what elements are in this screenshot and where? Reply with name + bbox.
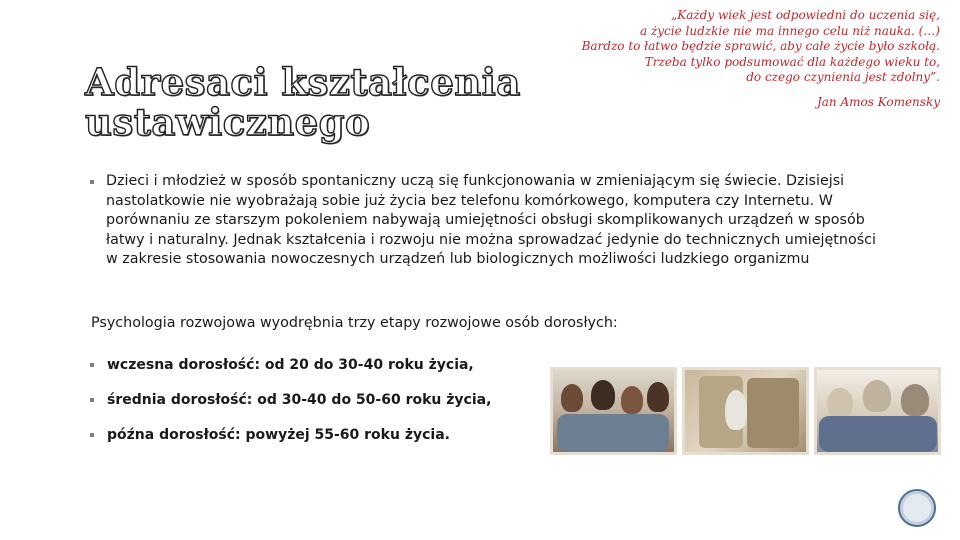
square-bullet-icon bbox=[90, 363, 94, 367]
photo-figure bbox=[725, 390, 747, 430]
psychology-text: Psychologia rozwojowa wyodrębnia trzy etapy rozwojowe osób dorosłych: bbox=[91, 315, 618, 331]
photo-figure bbox=[827, 388, 853, 418]
main-bullet-text: Dzieci i młodzież w sposób spontaniczny uczą się funkcjonowania w zmieniającym się świecie. Dzisiejsi nastolatkowie nie wyobrażają sobie już życia bez telefonu komórkowego, komputera czy Internetu. W porównaniu ze starszym pokoleniem nabywają umiejętności obsługi skomplikowanych urządzeń w sposób łatwy i naturalny. Jednak kształcenia i rozwoju nie można sprowadzać jedynie do technicznych umiejętności w zakresie stosowania nowoczesnych urządzeń lub biologicznych możliwości ludzkiego organizmu bbox=[106, 173, 876, 267]
stage-late-adulthood: późna dorosłość: powyżej 55-60 roku życia. bbox=[107, 426, 450, 443]
slide-title: Adresaci kształcenia ustawicznego bbox=[85, 60, 521, 144]
photo-figure bbox=[591, 380, 615, 410]
list-item bbox=[90, 382, 550, 417]
photo-workshop bbox=[682, 367, 809, 455]
square-bullet-icon bbox=[90, 433, 94, 437]
photo-figure bbox=[819, 416, 937, 452]
photo-young-learners bbox=[550, 367, 677, 455]
quote-author: Jan Amos Komensky bbox=[816, 94, 940, 109]
quote-line: do czego czynienia jest zdolny”. bbox=[746, 70, 940, 84]
photo-figure bbox=[901, 384, 929, 416]
photo-figure bbox=[647, 382, 669, 412]
quote-line: „Każdy wiek jest odpowiedni do uczenia się, bbox=[671, 8, 940, 22]
photo-figure bbox=[561, 384, 583, 412]
komensky-quote bbox=[540, 8, 940, 110]
photo-figure bbox=[747, 378, 799, 448]
quote-line: Bardzo to łatwo będzie sprawić, aby całe życie było szkołą. bbox=[581, 39, 940, 53]
main-bullet bbox=[90, 172, 880, 270]
stage-middle-adulthood: średnia dorosłość: od 30-40 do 50-60 roku życia, bbox=[107, 391, 492, 408]
photo-seniors bbox=[814, 367, 941, 455]
square-bullet-icon bbox=[90, 398, 94, 402]
photo-strip bbox=[550, 367, 941, 455]
photo-figure bbox=[621, 386, 643, 414]
circle-nav-icon[interactable] bbox=[898, 489, 936, 527]
quote-line: a życie ludzkie nie ma innego celu niż nauka. (…) bbox=[639, 23, 940, 38]
list-item bbox=[90, 417, 550, 452]
list-item bbox=[90, 347, 550, 382]
adult-stages-list bbox=[90, 347, 550, 452]
square-bullet-icon bbox=[90, 180, 94, 184]
photo-figure bbox=[863, 380, 891, 412]
quote-line: Trzeba tylko podsumować dla każdego wieku to, bbox=[644, 54, 940, 69]
stage-early-adulthood: wczesna dorosłość: od 20 do 30-40 roku życia, bbox=[107, 356, 474, 373]
photo-figure bbox=[557, 414, 669, 452]
